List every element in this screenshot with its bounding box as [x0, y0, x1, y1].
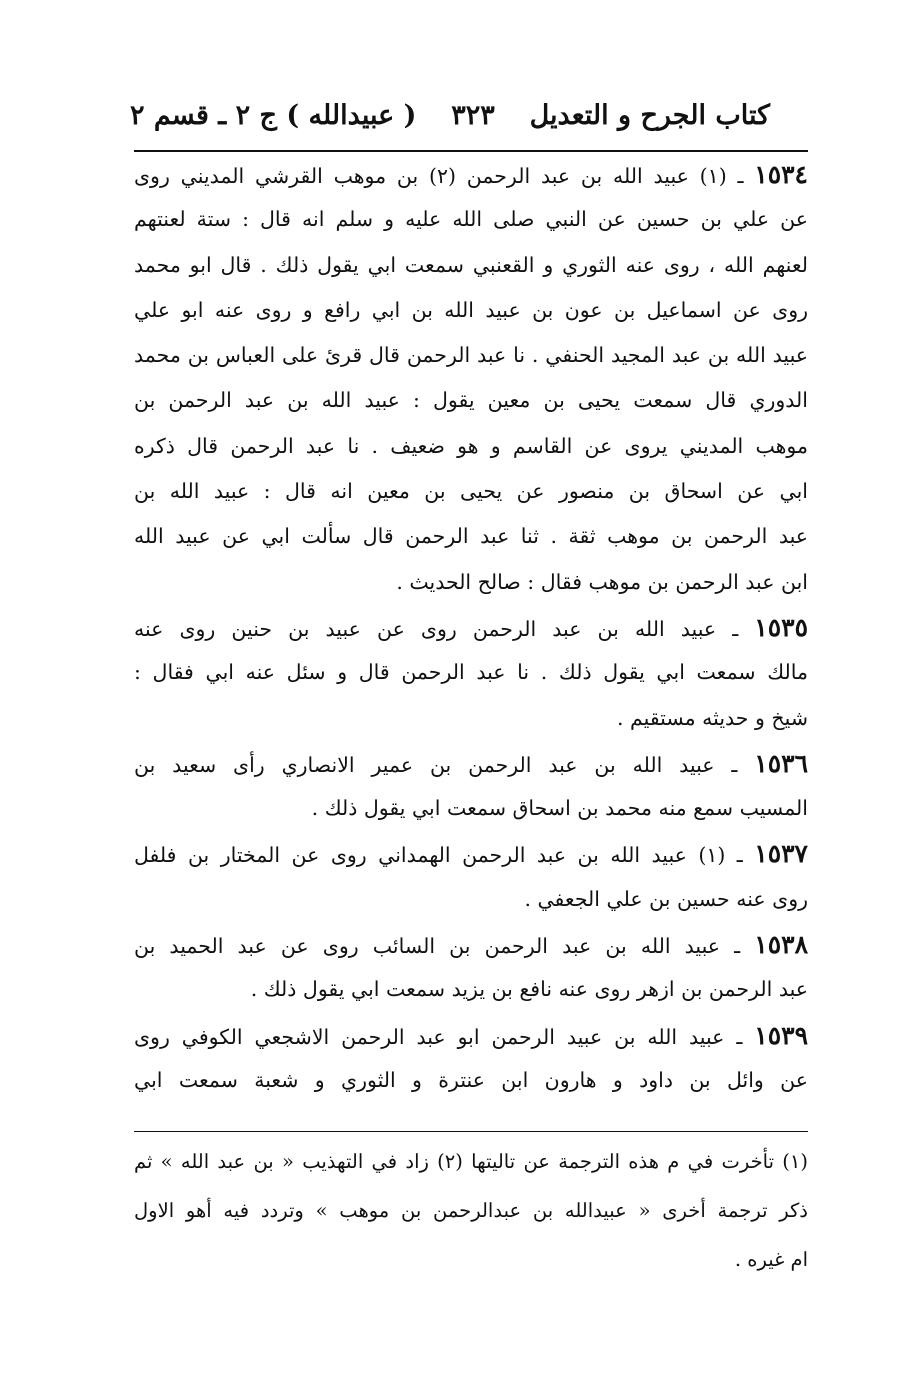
text-line	[134, 741, 808, 786]
text-line	[134, 424, 808, 469]
book-title: كتاب الجرح و التعديل	[529, 99, 770, 131]
line-text: مالك سمعت ابي يقول ذلك . نا عبد الرحمن قال و سئل عنه ابي فقال :	[134, 660, 808, 685]
line-text: روى عن اسماعيل بن عون بن عبيد الله بن ابي رافع و روى عنه ابو علي	[134, 297, 808, 322]
footnotes	[134, 1137, 808, 1284]
line-text: المسيب سمع منه محمد بن اسحاق سمعت ابي يقول ذلك .	[311, 796, 808, 821]
line-text: عبيد الله بن عبد المجيد الحنفي . نا عبد الرحمن قال قرئ على العباس بن محمد	[134, 343, 808, 368]
entry-number: ١٥٣٥	[754, 612, 808, 642]
running-header	[130, 92, 770, 138]
text-line	[134, 831, 808, 876]
entry-number: ١٥٣٨	[754, 930, 808, 960]
line-text: ـ عبيد الله بن عبد الرحمن روى عن عبيد بن حنين روى عنه	[134, 616, 755, 641]
line-text: عبد الرحمن بن ازهر روى عنه نافع بن يزيد سمعت ابي يقول ذلك .	[250, 977, 808, 1002]
entry-number: ١٥٣٦	[754, 748, 808, 778]
footnote-rule	[134, 1131, 808, 1132]
text-line	[134, 967, 808, 1012]
text-line	[134, 605, 808, 650]
footnote-line: (١) تأخرت في م هذه الترجمة عن تاليتها (٢) زاد في التهذيب « بن عبد الله » ثم	[134, 1150, 808, 1173]
text-line	[134, 243, 808, 288]
line-text: عبد الرحمن بن موهب ثقة . ثنا عبد الرحمن قال سألت ابي عن عبيد الله	[134, 524, 808, 549]
text-line	[134, 469, 808, 514]
text-line	[134, 1013, 808, 1058]
text-line	[134, 1058, 808, 1103]
text-line	[134, 650, 808, 695]
text-line	[134, 922, 808, 967]
section-label: ( عبيدالله ) ج ٢ ـ قسم ٢	[130, 99, 417, 131]
line-text: ـ عبيد الله بن عبيد الرحمن ابو عبد الرحمن الاشجعي الكوفي روى	[134, 1024, 755, 1049]
line-text: ـ عبيد الله بن عبد الرحمن بن عمير الانصاري رأى سعيد بن	[134, 752, 755, 777]
text-line	[134, 378, 808, 423]
entry-number: ١٥٣٧	[754, 839, 808, 869]
line-text: ابي عن اسحاق بن منصور عن يحيى بن معين انه قال : عبيد الله بن	[134, 479, 808, 504]
line-text: شيخ و حديثه مستقيم .	[616, 705, 808, 730]
line-text: ـ (١) عبيد الله بن عبد الرحمن (٢) بن موهب القرشي المديني روى	[134, 164, 755, 188]
footnote-line: ام غيره .	[734, 1248, 808, 1271]
page-number: ٣٢٣	[451, 99, 495, 131]
text-line	[134, 696, 808, 741]
entry-number: ١٥٣٩	[754, 1020, 808, 1050]
text-line	[134, 514, 808, 559]
text-line	[134, 560, 808, 605]
entry-number: ١٥٣٤	[754, 160, 808, 189]
line-text: عن علي بن حسين عن النبي صلى الله عليه و سلم انه قال : ستة لعنتهم	[134, 207, 808, 232]
line-text: ـ عبيد الله بن عبد الرحمن بن السائب روى عن عبد الحميد بن	[134, 934, 755, 959]
text-line	[134, 288, 808, 333]
text-line	[134, 152, 808, 197]
line-text: ـ (١) عبيد الله بن عبد الرحمن الهمداني روى عن المختار بن فلفل	[134, 843, 755, 868]
text-line	[134, 877, 808, 922]
line-text: موهب المديني يروى عن القاسم و هو ضعيف . نا عبد الرحمن قال ذكره	[134, 433, 808, 458]
line-text: لعنهم الله ، روى عنه الثوري و القعنبي سمعت ابي يقول ذلك . قال ابو محمد	[134, 252, 808, 277]
text-line	[134, 786, 808, 831]
text-line	[134, 197, 808, 242]
line-text: روى عنه حسين بن علي الجعفي .	[524, 886, 808, 911]
text-line	[134, 333, 808, 378]
main-text	[134, 152, 808, 1103]
footnote-line: ذكر ترجمة أخرى « عبيدالله بن عبدالرحمن بن موهب » وتردد فيه أهو الاول	[134, 1199, 808, 1222]
line-text: عن وائل بن داود و هارون ابن عنترة و الثوري و شعبة سمعت ابي	[134, 1067, 808, 1092]
line-text: الدوري قال سمعت يحيى بن معين يقول : عبيد الله بن عبد الرحمن بن	[134, 388, 808, 413]
line-text: ابن عبد الرحمن بن موهب فقال : صالح الحديث .	[396, 569, 808, 594]
